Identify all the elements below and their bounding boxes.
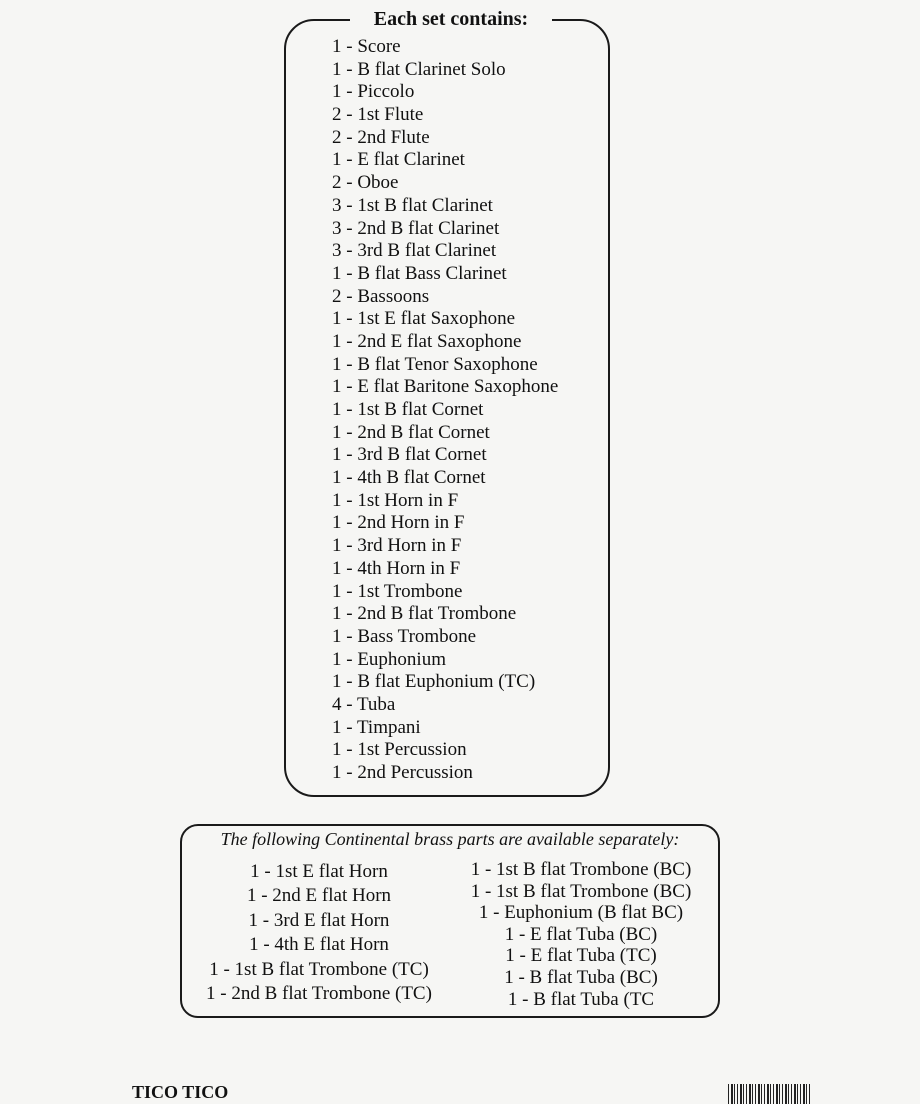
- set-item: 1 - 1st B flat Cornet: [332, 399, 484, 420]
- set-item: 1 - 4th B flat Cornet: [332, 467, 486, 489]
- set-item: 1 - Bass Trombone: [332, 625, 477, 647]
- set-item: 1 - Timpani: [332, 716, 421, 738]
- set-item: 1 - 2nd Horn in F: [332, 512, 465, 534]
- brass-part-item: 1 - E flat Tuba (TC): [505, 945, 657, 967]
- brass-part-item: 1 - Euphonium (B flat BC): [478, 902, 684, 924]
- set-item: 1 - Score: [332, 36, 401, 57]
- set-item: 1 - 1st Percussion: [332, 739, 467, 761]
- set-item: 3 - 2nd B flat Clarinet: [332, 217, 500, 239]
- set-item: 1 - 4th Horn in F: [332, 557, 461, 579]
- set-item: 2 - Oboe: [332, 172, 399, 194]
- set-item: 1 - 3rd Horn in F: [332, 535, 462, 557]
- brass-part-item: 1 - E flat Tuba (BC): [504, 923, 658, 945]
- footer-title: TICO TICO: [132, 1082, 229, 1102]
- set-item: 1 - 1st Horn in F: [332, 489, 459, 511]
- brass-part-item: 1 - 3rd E flat Horn: [248, 909, 390, 931]
- brass-part-item: 1 - 1st B flat Trombone (TC): [209, 958, 429, 980]
- continental-brass-left-column: [188, 860, 450, 1006]
- brass-part-item: 1 - 2nd E flat Horn: [246, 885, 392, 907]
- set-item: 1 - 2nd E flat Saxophone: [332, 330, 522, 352]
- set-item: 1 - 3rd B flat Cornet: [332, 444, 487, 466]
- set-item: 1 - Euphonium: [332, 648, 446, 670]
- brass-part-item: 1 - 4th E flat Horn: [249, 934, 389, 956]
- brass-part-item: 1 - B flat Tuba (BC): [504, 966, 658, 988]
- set-item: 1 - B flat Clarinet Solo: [332, 58, 506, 80]
- brass-part-item: 1 - 2nd B flat Trombone (TC): [206, 982, 432, 1004]
- set-item: 1 - 1st E flat Saxophone: [332, 308, 516, 330]
- set-item: 2 - 2nd Flute: [332, 126, 430, 148]
- continental-brass-right-column: [450, 859, 712, 1010]
- set-item: 1 - 2nd Percussion: [332, 762, 473, 783]
- set-item: 1 - B flat Bass Clarinet: [332, 262, 507, 284]
- set-item: 3 - 1st B flat Clarinet: [332, 194, 493, 216]
- brass-part-item: 1 - 1st E flat Horn: [250, 861, 388, 882]
- set-item: 2 - Bassoons: [332, 285, 430, 307]
- set-item: 1 - 1st Trombone: [332, 580, 463, 602]
- set-item: 1 - E flat Clarinet: [332, 149, 465, 171]
- set-item: 1 - Piccolo: [332, 81, 415, 103]
- set-item: 1 - E flat Baritone Saxophone: [332, 376, 559, 398]
- set-contents-list: [332, 36, 558, 785]
- barcode-icon: [728, 1084, 812, 1104]
- brass-part-item: 1 - 1st B flat Trombone (BC): [470, 859, 692, 880]
- set-item: 3 - 3rd B flat Clarinet: [332, 240, 497, 262]
- set-item: 1 - B flat Euphonium (TC): [332, 671, 536, 693]
- set-item: 2 - 1st Flute: [332, 104, 424, 126]
- set-item: 1 - 2nd B flat Cornet: [332, 421, 490, 443]
- brass-part-item: 1 - B flat Tuba (TC: [507, 988, 655, 1010]
- brass-part-item: 1 - 1st B flat Trombone (BC): [470, 880, 692, 902]
- continental-brass-title: The following Continental brass parts are available separately:: [220, 829, 680, 849]
- set-item: 4 - Tuba: [332, 693, 396, 715]
- set-item: 1 - B flat Tenor Saxophone: [332, 353, 538, 375]
- set-item: 1 - 2nd B flat Trombone: [332, 603, 517, 625]
- set-contents-title: Each set contains:: [350, 6, 552, 32]
